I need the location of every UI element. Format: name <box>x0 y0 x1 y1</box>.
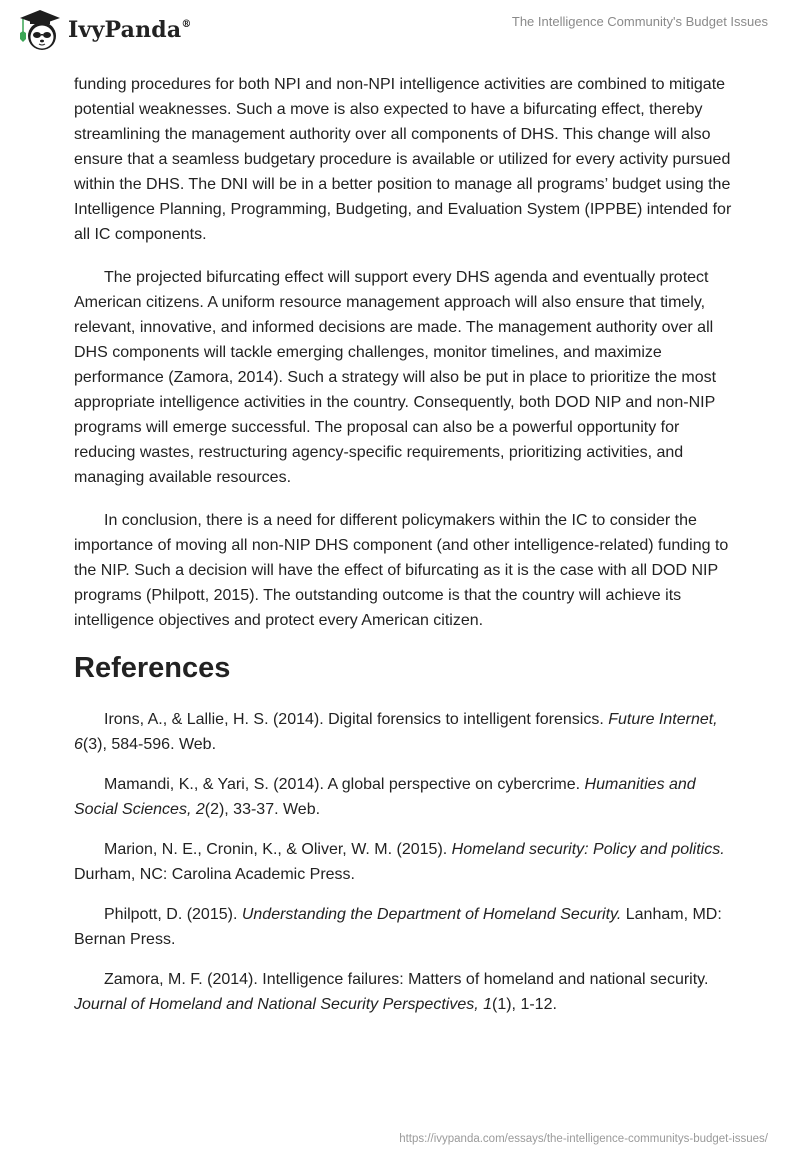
reference-item: Zamora, M. F. (2014). Intelligence failures: Matters of homeland and national security. Journal of Homeland and National Security Perspectives, 1(1), 1-12. <box>74 971 709 1013</box>
reference-item: Irons, A., & Lallie, H. S. (2014). Digital forensics to intelligent forensics. Future Internet, 6(3), 584-596. Web. <box>74 711 718 753</box>
references-heading: References <box>74 652 231 684</box>
document-title: The Intelligence Community's Budget Issues <box>511 14 768 29</box>
body-paragraph: In conclusion, there is a need for different policymakers within the IC to consider the importance of moving all non-NIP DHS component (and other intelligence-related) funding to the NIP. Such a decision will have the effect of bifurcating as it is the case with all DOD NIP programs (Philpott, 2015). The outstanding outcome is that the country will achieve its intelligence objectives and protect every American citizen. <box>74 512 729 629</box>
reference-item: Mamandi, K., & Yari, S. (2014). A global perspective on cybercrime. Humanities and Social Sciences, 2(2), 33-37. Web. <box>74 776 696 818</box>
reference-item: Marion, N. E., Cronin, K., & Oliver, W. M. (2015). Homeland security: Policy and politics. Durham, NC: Carolina Academic Press. <box>74 841 725 883</box>
logo-text: IvyPanda® <box>68 17 192 43</box>
source-url[interactable]: https://ivypanda.com/essays/the-intelligence-communitys-budget-issues/ <box>399 1133 768 1145</box>
reference-item: Philpott, D. (2015). Understanding the Department of Homeland Security. Lanham, MD: Bernan Press. <box>74 906 722 948</box>
ivypanda-logo[interactable] <box>18 8 192 52</box>
panda-graduate-icon <box>18 8 62 52</box>
body-paragraph: funding procedures for both NPI and non-NPI intelligence activities are combined to mitigate potential weaknesses. Such a move is also expected to have a bifurcating effect, thereby streamlining the management authority over all components of DHS. This change will also ensure that a seamless budgetary procedure is available or utilized for every activity pursued within the DHS. The DNI will be in a better position to manage all programs’ budget using the Intelligence Planning, Programming, Budgeting, and Evaluation System (IPPBE) intended for all IC components. <box>74 76 732 243</box>
essay-content <box>74 72 734 1032</box>
body-paragraph: The projected bifurcating effect will support every DHS agenda and eventually protect American citizens. A uniform resource management approach will also ensure that timely, relevant, innovative, and informed decisions are made. The management authority over all DHS components will tackle emerging challenges, monitor timelines, and maximize performance (Zamora, 2014). Such a strategy will also be put in place to prioritize the most appropriate intelligence activities in the country. Consequently, both DOD NIP and non-NIP programs will emerge successful. The proposal can also be a powerful opportunity for reducing wastes, restructuring agency-specific requirements, prioritizing activities, and managing available resources. <box>74 269 717 486</box>
page-header <box>0 0 800 62</box>
